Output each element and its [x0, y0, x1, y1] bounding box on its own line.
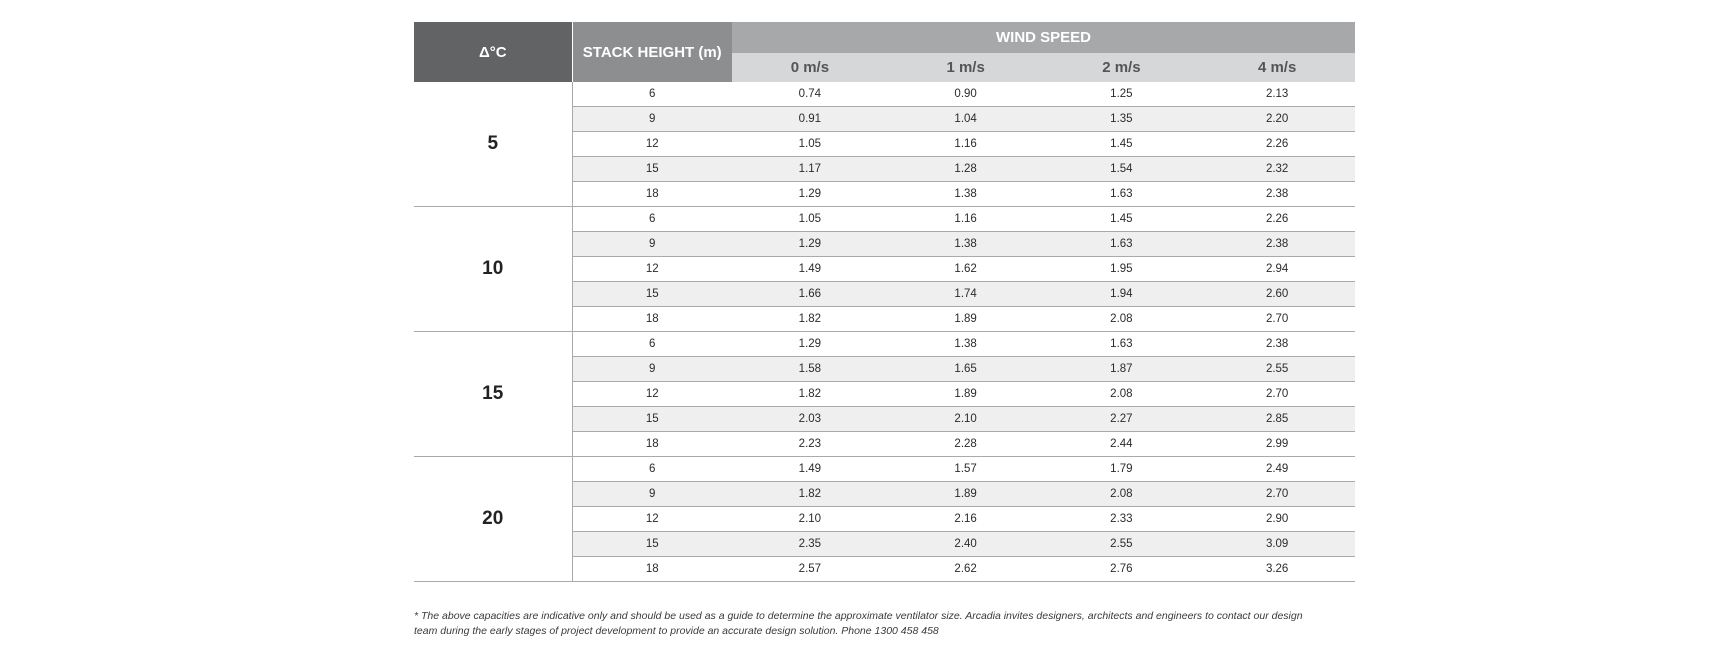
capacity-value-cell: 1.82 [732, 307, 888, 332]
capacity-value-cell: 0.91 [732, 107, 888, 132]
stack-height-cell: 18 [572, 307, 732, 332]
table-header [414, 22, 1355, 82]
capacity-value-cell: 2.28 [888, 432, 1044, 457]
capacity-value-cell: 1.82 [732, 382, 888, 407]
capacity-value-cell: 1.74 [888, 282, 1044, 307]
capacity-value-cell: 1.49 [732, 257, 888, 282]
capacity-value-cell: 1.29 [732, 332, 888, 357]
capacity-value-cell: 1.89 [888, 382, 1044, 407]
stack-height-cell: 6 [572, 207, 732, 232]
capacity-value-cell: 2.32 [1199, 157, 1355, 182]
delta-temp-group-cell: 20 [414, 457, 572, 582]
capacity-value-cell: 2.90 [1199, 507, 1355, 532]
table-row [414, 457, 1355, 482]
capacity-value-cell: 1.82 [732, 482, 888, 507]
capacity-value-cell: 1.89 [888, 307, 1044, 332]
capacity-value-cell: 2.08 [1044, 482, 1200, 507]
capacity-table [414, 22, 1355, 582]
stack-height-cell: 6 [572, 457, 732, 482]
capacity-value-cell: 1.62 [888, 257, 1044, 282]
stack-height-cell: 9 [572, 107, 732, 132]
capacity-value-cell: 1.25 [1044, 82, 1200, 107]
capacity-value-cell: 2.57 [732, 557, 888, 582]
stack-height-cell: 9 [572, 357, 732, 382]
delta-temp-group-cell: 10 [414, 207, 572, 332]
capacity-value-cell: 1.38 [888, 232, 1044, 257]
capacity-value-cell: 1.45 [1044, 207, 1200, 232]
capacity-value-cell: 1.38 [888, 332, 1044, 357]
capacity-value-cell: 0.74 [732, 82, 888, 107]
capacity-value-cell: 2.55 [1044, 532, 1200, 557]
capacity-value-cell: 2.10 [888, 407, 1044, 432]
footnote [414, 609, 1364, 639]
capacity-value-cell: 1.16 [888, 207, 1044, 232]
table-row [414, 82, 1355, 107]
wind-speed-0-header: 0 m/s [732, 53, 888, 83]
wind-speed-header: WIND SPEED [732, 22, 1355, 53]
capacity-value-cell: 2.49 [1199, 457, 1355, 482]
capacity-value-cell: 3.26 [1199, 557, 1355, 582]
capacity-value-cell: 2.99 [1199, 432, 1355, 457]
capacity-value-cell: 1.54 [1044, 157, 1200, 182]
capacity-value-cell: 2.26 [1199, 132, 1355, 157]
capacity-value-cell: 2.08 [1044, 382, 1200, 407]
capacity-value-cell: 2.27 [1044, 407, 1200, 432]
capacity-value-cell: 2.10 [732, 507, 888, 532]
capacity-value-cell: 1.45 [1044, 132, 1200, 157]
stack-height-cell: 12 [572, 382, 732, 407]
capacity-value-cell: 2.55 [1199, 357, 1355, 382]
stack-height-cell: 18 [572, 432, 732, 457]
capacity-value-cell: 1.05 [732, 207, 888, 232]
capacity-value-cell: 2.85 [1199, 407, 1355, 432]
stack-height-cell: 12 [572, 507, 732, 532]
stack-height-cell: 15 [572, 157, 732, 182]
capacity-value-cell: 2.44 [1044, 432, 1200, 457]
stack-height-cell: 15 [572, 407, 732, 432]
wind-speed-4-header: 4 m/s [1199, 53, 1355, 83]
delta-temp-header: Δ°C [414, 22, 572, 82]
capacity-value-cell: 2.16 [888, 507, 1044, 532]
capacity-value-cell: 1.05 [732, 132, 888, 157]
capacity-value-cell: 2.35 [732, 532, 888, 557]
stack-height-cell: 15 [572, 282, 732, 307]
capacity-value-cell: 2.70 [1199, 482, 1355, 507]
capacity-value-cell: 2.38 [1199, 232, 1355, 257]
stack-height-cell: 12 [572, 132, 732, 157]
table-row [414, 207, 1355, 232]
capacity-value-cell: 2.03 [732, 407, 888, 432]
table-row [414, 332, 1355, 357]
capacity-value-cell: 1.57 [888, 457, 1044, 482]
stack-height-cell: 6 [572, 82, 732, 107]
delta-temp-group-cell: 15 [414, 332, 572, 457]
delta-temp-group-cell: 5 [414, 82, 572, 207]
capacity-value-cell: 1.63 [1044, 332, 1200, 357]
capacity-value-cell: 1.35 [1044, 107, 1200, 132]
capacity-value-cell: 0.90 [888, 82, 1044, 107]
capacity-value-cell: 3.09 [1199, 532, 1355, 557]
table-body [414, 82, 1355, 582]
capacity-value-cell: 2.26 [1199, 207, 1355, 232]
capacity-value-cell: 1.95 [1044, 257, 1200, 282]
capacity-value-cell: 2.76 [1044, 557, 1200, 582]
footnote-line-1: * The above capacities are indicative only and should be used as a guide to determine the approximate ventilator size. Arcadia invites designers, architects and engineers to contact our design [414, 610, 1303, 622]
capacity-value-cell: 1.29 [732, 182, 888, 207]
capacity-table-container [414, 22, 1355, 582]
stack-height-header: STACK HEIGHT (m) [572, 22, 732, 82]
capacity-value-cell: 1.79 [1044, 457, 1200, 482]
capacity-value-cell: 1.29 [732, 232, 888, 257]
capacity-value-cell: 1.28 [888, 157, 1044, 182]
capacity-value-cell: 2.70 [1199, 382, 1355, 407]
stack-height-cell: 12 [572, 257, 732, 282]
wind-speed-2-header: 2 m/s [1044, 53, 1200, 83]
capacity-value-cell: 1.63 [1044, 232, 1200, 257]
capacity-value-cell: 1.94 [1044, 282, 1200, 307]
capacity-value-cell: 1.87 [1044, 357, 1200, 382]
capacity-value-cell: 1.38 [888, 182, 1044, 207]
capacity-value-cell: 2.94 [1199, 257, 1355, 282]
stack-height-cell: 18 [572, 557, 732, 582]
capacity-value-cell: 1.49 [732, 457, 888, 482]
stack-height-cell: 15 [572, 532, 732, 557]
capacity-value-cell: 2.70 [1199, 307, 1355, 332]
capacity-value-cell: 2.33 [1044, 507, 1200, 532]
capacity-value-cell: 2.62 [888, 557, 1044, 582]
capacity-value-cell: 1.04 [888, 107, 1044, 132]
stack-height-cell: 18 [572, 182, 732, 207]
capacity-value-cell: 1.17 [732, 157, 888, 182]
capacity-value-cell: 2.40 [888, 532, 1044, 557]
capacity-value-cell: 2.23 [732, 432, 888, 457]
capacity-value-cell: 1.66 [732, 282, 888, 307]
capacity-value-cell: 1.89 [888, 482, 1044, 507]
capacity-value-cell: 2.08 [1044, 307, 1200, 332]
stack-height-cell: 9 [572, 482, 732, 507]
footnote-line-2: team during the early stages of project development to provide an accurate design solution. Phone 1300 458 458 [414, 625, 939, 637]
capacity-value-cell: 1.16 [888, 132, 1044, 157]
capacity-value-cell: 2.38 [1199, 182, 1355, 207]
stack-height-cell: 6 [572, 332, 732, 357]
wind-speed-1-header: 1 m/s [888, 53, 1044, 83]
capacity-value-cell: 2.13 [1199, 82, 1355, 107]
capacity-value-cell: 2.38 [1199, 332, 1355, 357]
stack-height-cell: 9 [572, 232, 732, 257]
capacity-value-cell: 2.60 [1199, 282, 1355, 307]
capacity-value-cell: 1.58 [732, 357, 888, 382]
capacity-value-cell: 1.65 [888, 357, 1044, 382]
capacity-value-cell: 1.63 [1044, 182, 1200, 207]
capacity-value-cell: 2.20 [1199, 107, 1355, 132]
